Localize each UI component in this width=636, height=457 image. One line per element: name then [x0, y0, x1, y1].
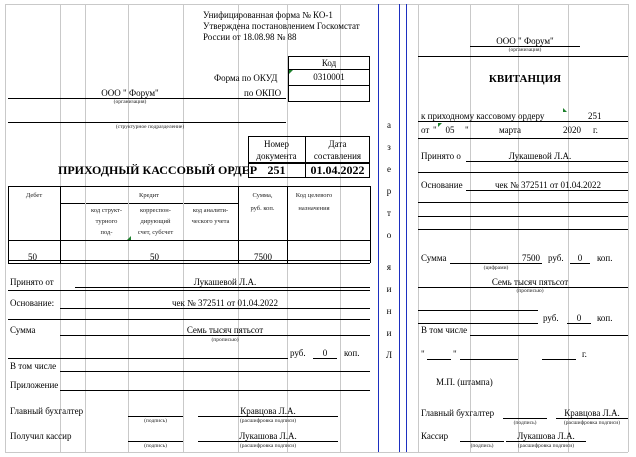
receipt-month[interactable]: марта — [498, 125, 522, 135]
sub2-1: корреспон- — [140, 207, 171, 214]
cut-letter: е — [387, 164, 391, 174]
cashier-name[interactable]: Лукашова Л.А. — [239, 431, 297, 441]
words-caption: (прописью) — [211, 337, 239, 343]
receipt-received-label: Принято о — [421, 151, 461, 161]
okud-label: Форма по ОКУД — [214, 73, 278, 83]
chief-label: Главный бухгалтер — [10, 406, 84, 416]
sub1-2: турного — [95, 218, 118, 225]
sub3-2: ческого учета — [191, 218, 230, 225]
received-label: Принято от — [10, 277, 54, 287]
number-label-1: Номер — [263, 139, 290, 149]
sum-header-2: руб. коп. — [250, 205, 275, 212]
cashier-decode-caption: (расшифровка подписи) — [239, 443, 297, 449]
receipt-chief-label: Главный бухгалтер — [421, 408, 495, 418]
receipt-org-caption: (организация) — [508, 47, 542, 53]
receipt-chief-name[interactable]: Кравцова Л.А. — [564, 408, 620, 418]
form-line-3: России от 18.08.98 № 88 — [203, 32, 297, 42]
receipt-rub2: руб. — [543, 313, 559, 323]
receipt-date-suffix: г. — [582, 349, 587, 359]
chief-decode-caption: (расшифровка подписи) — [239, 418, 297, 424]
kod-label: Код — [321, 58, 337, 68]
basis-label: Основание: — [10, 298, 55, 308]
cut-letter: и — [386, 328, 392, 338]
receipt-kop-value[interactable]: 0 — [577, 253, 583, 263]
receipt-basis-value[interactable]: чек № 372511 от 01.04.2022 — [495, 180, 601, 190]
number-label-2: документа — [256, 151, 297, 161]
order-date[interactable]: 01.04.2022 — [310, 163, 365, 177]
cut-letter: о — [386, 230, 392, 240]
received-value[interactable]: Лукашевой Л.А. — [193, 277, 257, 287]
receipt-cashier-name[interactable]: Лукашова Л.А. — [517, 431, 575, 441]
purpose-header-2: назначения — [298, 205, 330, 212]
receipt-year-suffix: г. — [593, 125, 598, 135]
sum-words[interactable]: Семь тысяч пятьсот — [186, 325, 264, 335]
receipt-cashier-sign: (подпись) — [470, 443, 494, 449]
kop-value[interactable]: 0 — [322, 348, 328, 358]
purpose-header-1: Код целевого — [295, 192, 333, 199]
cut-letter: и — [386, 284, 392, 294]
debit-header: Дебет — [25, 192, 43, 199]
receipt-sum-words[interactable]: Семь тысяч пятьсот — [491, 277, 569, 287]
incl-label: В том числе — [10, 361, 57, 371]
sub2-2: дирующий — [140, 218, 171, 225]
receipt-kop: коп. — [597, 253, 613, 263]
sum-label: Сумма — [10, 325, 36, 335]
sub3-1: код аналити- — [192, 207, 229, 214]
receipt-org-name[interactable]: ООО " Форум" — [496, 36, 554, 46]
sub1-3: под- — [100, 229, 113, 236]
basis-value[interactable]: чек № 372511 от 01.04.2022 — [172, 298, 278, 308]
cut-letter: р — [386, 186, 392, 196]
sum-header-1: Сумма, — [252, 192, 273, 199]
sub1-1: код структ- — [90, 207, 123, 214]
receipt-sum-label: Сумма — [421, 253, 447, 263]
cut-letter: а — [387, 120, 391, 130]
rub-label: руб. — [290, 348, 306, 358]
okpo-label: по ОКПО — [244, 88, 282, 98]
credit-header: Кредит — [138, 192, 159, 199]
receipt-cashier-label: Кассир — [421, 431, 449, 441]
date-label-1: Дата — [328, 139, 347, 149]
date-label-2: составления — [313, 151, 362, 161]
org-name[interactable]: ООО " Форум" — [101, 88, 159, 98]
order-number[interactable]: 251 — [267, 163, 286, 177]
to-order-label: к приходному кассовому ордеру — [421, 111, 545, 121]
kop-label: коп. — [344, 348, 360, 358]
receipt-chief-decode: (расшифровка подписи) — [563, 420, 621, 426]
cut-letter: я — [386, 262, 392, 272]
receipt-cashier-decode: (расшифровка подписи) — [517, 443, 575, 449]
cut-letter: з — [387, 142, 391, 152]
row-sum[interactable]: 7500 — [254, 252, 272, 262]
receipt-title: КВИТАНЦИЯ — [488, 73, 562, 85]
receipt-received-value[interactable]: Лукашевой Л.А. — [508, 151, 572, 161]
stamp-label: М.П. (штампа) — [436, 377, 493, 387]
receipt-rub: руб. — [548, 253, 564, 263]
cut-letter: н — [386, 306, 392, 316]
receipt-chief-sign: (подпись) — [513, 420, 537, 426]
digits-caption: (цифрами) — [483, 265, 509, 271]
row-account[interactable]: 50 — [150, 252, 159, 262]
receipt-kop2: коп. — [597, 313, 613, 323]
attach-label: Приложение — [10, 380, 59, 390]
form-line-2: Утверждена постановлением Госкомстат — [203, 21, 360, 31]
cashier-sign-caption: (подпись) — [144, 443, 167, 449]
form-line-1: Унифицированная форма № КО-1 — [203, 10, 333, 20]
receipt-order-number[interactable]: 251 — [588, 111, 602, 121]
cut-letter: Л — [385, 350, 393, 360]
receipt-basis-label: Основание — [421, 180, 463, 190]
from-label: от — [421, 125, 430, 135]
cashier-label: Получил кассир — [10, 431, 72, 441]
chief-name[interactable]: Кравцова Л.А. — [240, 406, 296, 416]
okud-value[interactable]: 0310001 — [313, 72, 345, 82]
row-debit[interactable]: 50 — [28, 252, 37, 262]
receipt-words-caption: (прописью) — [516, 288, 544, 294]
receipt-incl-label: В том числе — [421, 325, 468, 335]
receipt-day[interactable]: 05 — [445, 125, 455, 135]
receipt-sum-digits[interactable]: 7500 — [522, 253, 540, 263]
receipt-year[interactable]: 2020 — [563, 125, 581, 135]
order-title: ПРИХОДНЫЙ КАССОВЫЙ ОРДЕР — [58, 163, 258, 177]
sub2-3: счет, субсчет — [137, 229, 174, 236]
dept-caption: (структурное подразделение) — [115, 124, 185, 130]
org-caption: (организация) — [113, 99, 147, 105]
chief-sign-caption: (подпись) — [144, 418, 167, 424]
cut-letter: т — [387, 208, 391, 218]
receipt-kop2-value[interactable]: 0 — [576, 313, 582, 323]
